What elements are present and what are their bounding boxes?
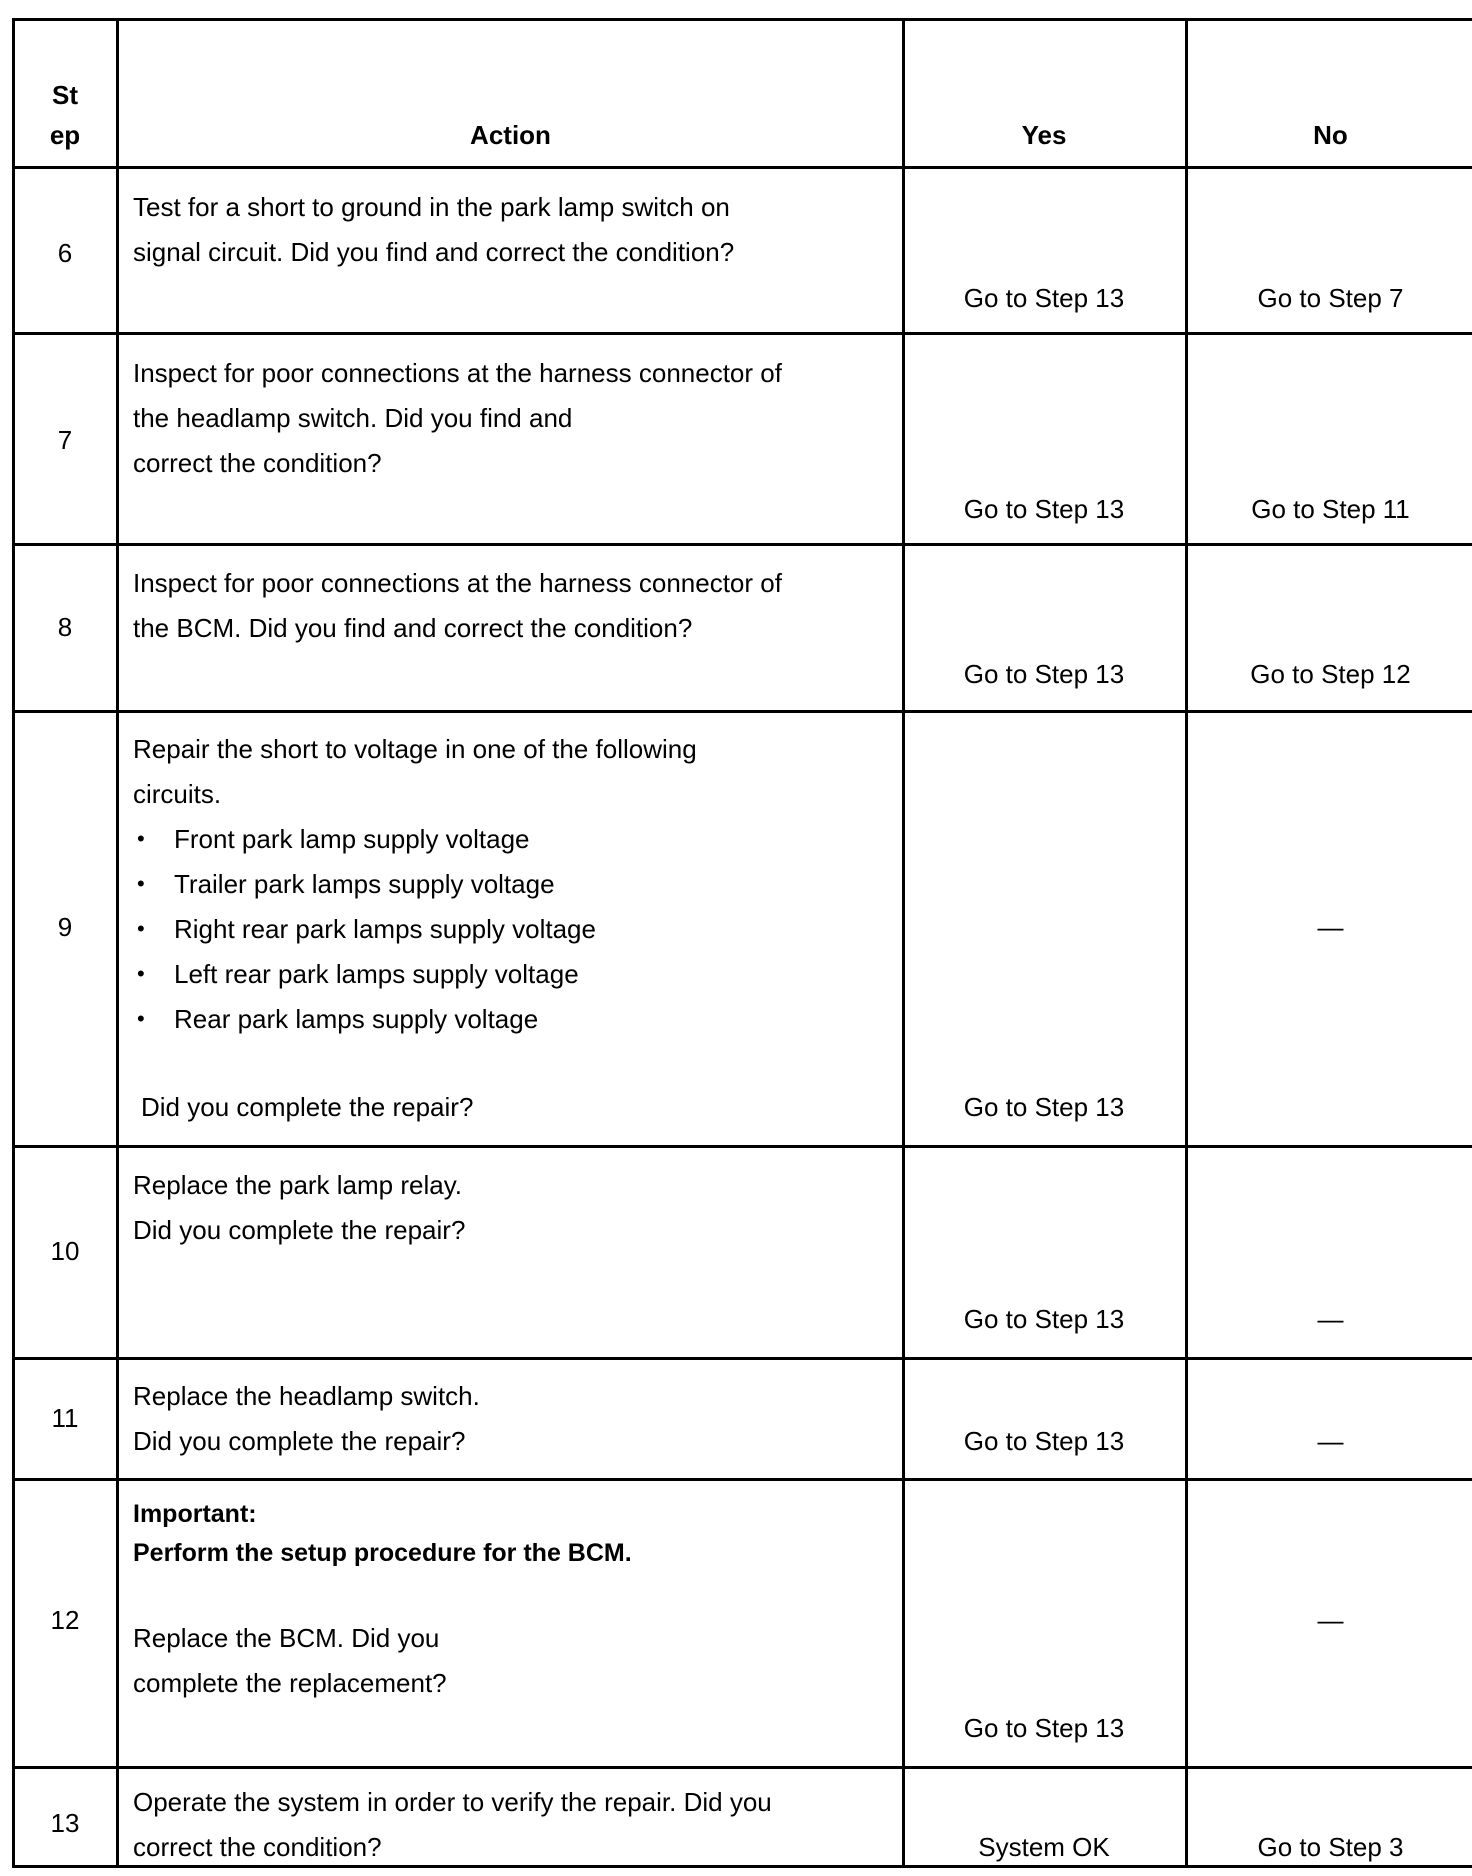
row-divider — [12, 1145, 1472, 1148]
yes-outcome: Go to Step 13 — [963, 283, 1125, 313]
important-text: Perform the setup procedure for the BCM. — [133, 1539, 632, 1567]
action-text: Replace the headlamp switch. — [133, 1381, 480, 1411]
header-action: Action — [470, 120, 551, 150]
no-outcome: Go to Step 7 — [1257, 283, 1404, 313]
action-text: Repair the short to voltage in one of the following — [133, 734, 697, 764]
row-divider — [12, 1357, 1472, 1360]
bullet-icon: • — [137, 916, 145, 941]
column-divider — [1185, 18, 1188, 1868]
question-text: Did you complete the repair? — [141, 1092, 474, 1122]
yes-outcome: Go to Step 13 — [963, 1713, 1125, 1743]
yes-outcome: Go to Step 13 — [963, 659, 1125, 689]
no-outcome: Go to Step 3 — [1257, 1832, 1404, 1862]
action-text: the headlamp switch. Did you find and — [133, 403, 573, 433]
important-label: Important: — [133, 1500, 257, 1528]
action-text: Operate the system in order to verify the repair. Did you — [133, 1787, 772, 1817]
row-divider — [12, 710, 1472, 713]
action-text: Inspect for poor connections at the harness connector of — [133, 568, 782, 598]
list-item: Right rear park lamps supply voltage — [174, 914, 596, 944]
step-number: 8 — [57, 612, 73, 642]
no-outcome: — — [1317, 912, 1344, 942]
action-text: complete the replacement? — [133, 1668, 447, 1698]
step-number: 10 — [50, 1236, 80, 1266]
bullet-icon: • — [137, 961, 145, 986]
list-item: Trailer park lamps supply voltage — [174, 869, 555, 899]
no-outcome: — — [1317, 1605, 1344, 1635]
list-item: Front park lamp supply voltage — [174, 824, 530, 854]
yes-outcome: Go to Step 13 — [963, 1304, 1125, 1334]
row-divider — [12, 1478, 1472, 1481]
bullet-icon: • — [137, 1006, 145, 1031]
step-number: 12 — [50, 1605, 80, 1635]
action-text: Did you complete the repair? — [133, 1215, 466, 1245]
step-number: 6 — [57, 238, 73, 268]
no-outcome: Go to Step 12 — [1250, 659, 1411, 689]
action-text: correct the condition? — [133, 448, 382, 478]
table-border-top — [12, 18, 1472, 21]
bullet-icon: • — [137, 826, 145, 851]
yes-outcome: Go to Step 13 — [963, 1092, 1125, 1122]
no-outcome: — — [1317, 1304, 1344, 1334]
step-number: 13 — [50, 1808, 80, 1838]
row-divider — [12, 1766, 1472, 1769]
action-text: Inspect for poor connections at the harness connector of — [133, 358, 782, 388]
no-outcome: Go to Step 11 — [1251, 494, 1410, 524]
no-outcome: — — [1317, 1426, 1344, 1456]
yes-outcome: Go to Step 13 — [963, 494, 1125, 524]
header-yes: Yes — [1021, 120, 1067, 150]
header-step-line1: St — [52, 80, 78, 110]
action-text: circuits. — [133, 779, 222, 809]
action-text: Did you complete the repair? — [133, 1426, 466, 1456]
step-number: 7 — [57, 425, 73, 455]
header-step-line2: ep — [49, 120, 81, 150]
bullet-icon: • — [137, 871, 145, 896]
row-divider — [12, 332, 1472, 335]
header-no: No — [1313, 120, 1348, 150]
action-text: signal circuit. Did you find and correct the condition? — [133, 237, 735, 267]
column-divider — [116, 18, 119, 1868]
yes-outcome: Go to Step 13 — [963, 1426, 1125, 1456]
row-divider — [12, 543, 1472, 546]
action-text: Test for a short to ground in the park lamp switch on — [133, 192, 730, 222]
step-number: 9 — [57, 912, 73, 942]
column-divider — [902, 18, 905, 1868]
action-text: Replace the BCM. Did you — [133, 1623, 440, 1653]
action-text: correct the condition? — [133, 1832, 382, 1862]
header-divider — [12, 166, 1472, 169]
list-item: Rear park lamps supply voltage — [174, 1004, 539, 1034]
column-divider — [12, 18, 15, 1868]
action-text: Replace the park lamp relay. — [133, 1170, 463, 1200]
action-text: the BCM. Did you find and correct the condition? — [133, 613, 693, 643]
step-number: 11 — [51, 1403, 79, 1433]
list-item: Left rear park lamps supply voltage — [174, 959, 579, 989]
table-border-bottom — [12, 1865, 1472, 1868]
yes-outcome: System OK — [978, 1832, 1110, 1862]
